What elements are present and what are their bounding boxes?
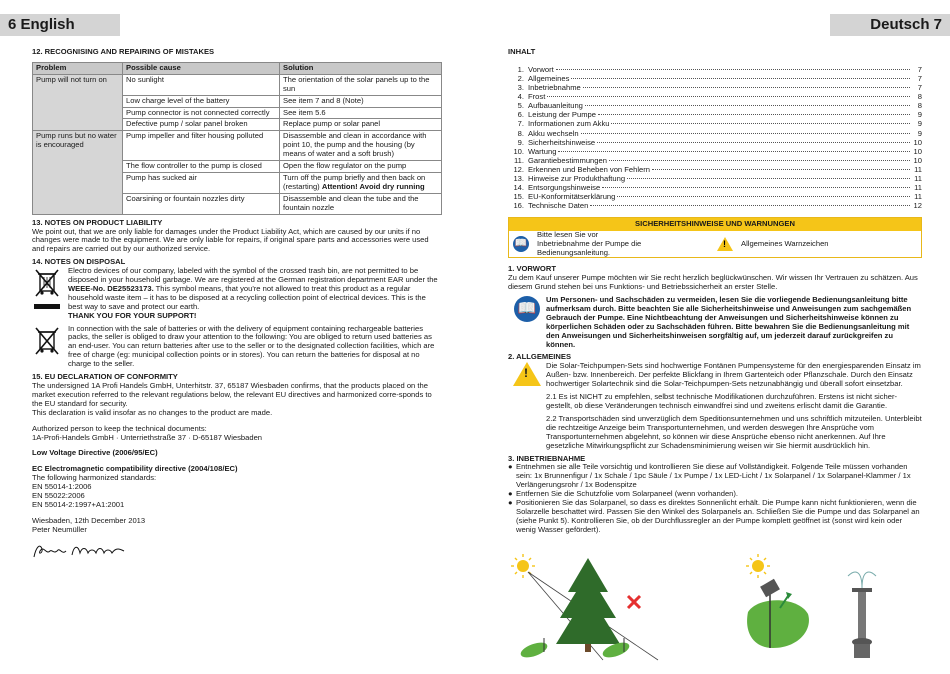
table-cell-cause: Pump impeller and filter housing polluted [123,131,280,161]
disposal-text-2: This symbol means, that you're not allowed to treat this product as a regular household waste item – it has to be disposed at a recycling collection point of electrical devices. This is the best way to save and protect our earth. [68,283,426,311]
toc-page-number: 10 [913,137,922,147]
table-row [33,74,442,95]
table-cell-problem: Pump runs but no water is encouraged [33,131,123,214]
safety-read-text: Bitte lesen Sie vor Inbetriebnahme der Pumpe die Bedienungsanleitung. [537,229,642,257]
toc-entry-title: Leistung der Pumpe [528,110,596,120]
standard-item: EN 55014-2:1997+A1:2001 [32,499,125,509]
table-cell-solution: Disassemble and clean in accordance with point 10, the pump and the housing (by means of water and a soft brush) [280,131,442,161]
toc-page-number: 11 [914,192,922,202]
toc-entry-title: EU-Konformitätserklärung [528,192,616,202]
bullet-text: Positionieren Sie das Solarpanel, so dass es direktes Sonnenlicht erhält. Die Pumpe kann nicht funktionieren, wenn die Solarzelle beschattet wird. Passen Sie den Winkel des Solarpanels an. Schließen Sie die Pumpe und das Solarpanel an (siehe Punkt 5). Kontrollieren Sie, ob der Durchflussregler an der Pumpe komplett geöffnet ist (sonst wird kein oder wenig Wasser gefördert). [516,498,920,534]
solution-text: Turn off the pump briefly and then back on (restarting) [283,172,426,191]
table-cell-cause: Defective pump / solar panel broken [123,119,280,131]
toc-number: 8. [517,128,524,138]
toc-row [508,202,922,211]
authorized-person: Authorized person to keep the technical documents: [32,423,207,433]
list-item: ● Entfernen Sie die Schutzfolie vom Solarpaneel (wenn vorhanden). [508,489,739,499]
toc-page-number: 12 [913,201,922,211]
toc-number: 13. [513,174,524,184]
toc-entry-title: Akku wechseln [528,128,579,138]
solar-placement-illustration [508,552,922,662]
allgemeines-2-2: 2.2 Transportschäden sind unverzüglich dem Speditionsunternehmen und uns schriftlich mitzuteilen. Unterbleibt die rechtzeitige Anzeige beim Transportunternehmen, und werden deswegen Ihre Ansprüche vom Transportunternehmen abgelehnt, so können wir diese Ansprüche ebenso nicht anerkennen. Auf Ihre gesetzliche Mitwirkungspflicht zur Schadensminimierung weisen wir Sie hiermit ausdrücklich hin. [546,413,922,450]
table-cell-cause: Coarsining or fountain nozzles dirty [123,193,280,214]
safety-warn-text: Allgemeines Warnzeichen [741,238,829,248]
toc-row [508,84,922,93]
section-15-text-2: This declaration is valid insofar as no changes to the product are made. [32,407,273,417]
standard-item: EN 55014-1:2006 [32,482,92,492]
toc-number: 4. [517,92,524,102]
toc-entry-title: Informationen zum Akku [528,119,610,129]
table-cell-cause: Pump connector is not connected correctly [123,107,280,119]
weee-bar [34,304,60,309]
weee-number: WEEE-No. DE25523173. [68,283,154,293]
read-manual-icon: 📖 [514,296,540,322]
toc-page-number: 10 [913,155,922,165]
solar-panel [747,579,809,648]
toc-number: 2. [517,74,524,83]
right-page [475,0,950,674]
safety-box [508,217,922,258]
thanks-text: THANK YOU FOR YOUR SUPPORT! [68,310,197,320]
solution-warning: Attention! Avoid dry running [321,181,425,191]
warning-icon: ! [513,362,541,386]
toc-leader [581,133,910,134]
toc-number: 11. [514,155,524,165]
toc-number: 9. [517,137,524,147]
table-row [33,131,442,161]
toc-title: INHALT [508,47,536,56]
toc-entry-title: Aufbauanleitung [528,101,583,111]
disposal-text-1: Electro devices of our company, labeled with the symbol of the crossed trash bin, are not permitted to be disposed in your household garbage. We are registered at the German registration department EAR under the [68,266,438,285]
table-cell-solution: See item 7 and 8 (Note) [280,95,442,107]
table-of-contents [508,66,922,212]
toc-number: 12. [513,164,524,174]
toc-page-number: 7 [917,64,922,74]
toc-page-number: 8 [917,101,922,111]
signer-name: Peter Neumüller [32,524,87,534]
list-item: ● Entnehmen sie alle Teile vorsichtig und kontrollieren Sie diese auf Vollständigkeit. Folgende Teile müssen vorhanden sein: 1x Brunnenfigur / 1x Schale / 1pc Säule / 1x Pumpe / 1x LED-Licht / 1x Solarpanel / 1x Solarpanel-Klammer / 1x Verlängerungsrohr / 1x Bodenspitze [508,463,922,490]
table-cell-solution: Replace pump or solar panel [280,119,442,131]
toc-page-number: 8 [917,92,922,102]
declaration-date: Wiesbaden, 12th December 2013 [32,515,146,525]
toc-entry-title: Entsorgungshinweise [528,183,601,193]
toc-number: 5. [517,101,524,111]
toc-leader [597,142,910,143]
section-13-text: We point out, that we are only liable for damages under the Product Liability Act, which are caused by our units if no changes were made to the equipment. We are only liable for repairs, if original spare parts and accessories were used and repairs are carried out by our authorized service. [32,226,429,254]
inbetriebnahme-title: 3. INBETRIEBNAHME [508,453,586,463]
low-voltage-directive: Low Voltage Directive (2006/95/EC) [32,448,158,458]
toc-leader [571,78,910,79]
troubleshooting-table [32,62,442,215]
page-header-left: 6 English [0,14,120,36]
toc-number: 15. [513,192,524,202]
table-cell-solution: Open the flow regulator on the pump [280,161,442,173]
allgemeines-text: Die Solar-Teichpumpen-Sets sind hochwertige Fontänen Pumpensysteme für den energiesparenden Einsatz im Außen- bzw. Innenbereich. Der perfekte Blickfang in Ihrem Gartenteich oder Pflanzschale. Durch den Einsatz hochwertiger Solartechnik sind die Solar-Teichpumpen-Sets netzunabhängig und überall sofort einsetzbar. [546,361,921,389]
toc-page-number: 7 [917,74,922,83]
table-cell-solution: The orientation of the solar panels up to the sun [280,74,442,95]
table-cell-cause: The flow controller to the pump is closed [123,161,280,173]
emc-directive: EC Electromagnetic compatibility directive (2004/108/EC) [32,464,238,474]
section-14-title: 14. NOTES ON DISPOSAL [32,257,126,267]
section-13-title: 13. NOTES ON PRODUCT LIABILITY [32,217,163,227]
table-cell-solution: Disassemble and clean the tube and the fountain nozzle [280,193,442,214]
vorwort-title: 1. VORWORT [508,264,556,274]
toc-entry-title: Technische Daten [528,201,589,211]
section-12-title: 12. RECOGNISING AND REPAIRING OF MISTAKES [32,47,215,56]
table-header-solution: Solution [280,62,442,74]
toc-leader [609,160,910,161]
table-header-problem: Problem [33,62,123,74]
toc-leader [585,105,910,106]
disposal-block [32,267,442,320]
table-header-cause: Possible cause [123,62,280,74]
toc-number: 16. [513,201,524,211]
sun-icon [746,554,770,578]
section-15-title: 15. EU DECLARATION OF CONFORMITY [32,372,178,382]
toc-leader [598,114,910,115]
toc-page-number: 9 [917,119,922,129]
toc-page-number: 10 [913,146,922,156]
page-header-right: Deutsch 7 [830,14,950,36]
toc-entry-title: Allgemeines [528,74,570,83]
toc-leader [627,178,910,179]
crossed-battery-bin-icon [32,325,62,357]
standards-intro: The following harmonized standards: [32,473,157,483]
toc-entry-title: Garantiebestimmungen [528,155,607,165]
toc-leader [558,151,910,152]
toc-leader [617,196,910,197]
signature-scribble [32,541,132,561]
warning-icon: ! [717,237,733,251]
crossed-bin-icon [32,267,62,297]
toc-page-number: 7 [917,83,922,93]
toc-leader [547,96,910,97]
safety-title: SICHERHEITSHINWEISE UND WARNUNGEN [509,218,921,231]
table-cell-cause: Low charge level of the battery [123,95,280,107]
table-cell-solution [280,172,442,193]
tree-icon [556,558,620,652]
read-manual-icon: 📖 [513,236,529,252]
right-content [508,48,922,535]
standard-item: EN 55022:2006 [32,491,85,501]
toc-number: 10. [513,146,524,156]
toc-page-number: 9 [917,128,922,138]
toc-leader [583,87,910,88]
toc-entry-title: Frost [528,92,546,102]
bullet-text: Entnehmen sie alle Teile vorsichtig und kontrollieren Sie diese auf Vollständigkeit. Folgende Teile müssen vorhanden sein: 1x Brunnenfigur / 1x Schale / 1pc Säule / 1x Pumpe / 1x LED-Licht / 1x Solarpanel / 1x Solarpanel-Klammer / 1x Verlängerungsrohr / 1x Bodenspitze [516,462,911,490]
toc-entry-title: Erkennen und Beheben von Fehlern [528,164,651,174]
toc-entry-title: Sicherheitshinweise [528,137,596,147]
toc-leader [611,123,910,124]
toc-row [508,66,922,75]
toc-row [508,139,922,148]
toc-leader [652,169,910,170]
battery-text: In connection with the sale of batteries or with the delivery of equipment containing rechargeable batteries packs, the seller is obliged to draw your attention to the following: You are obliged to return used batteries as an end-user. You can return batteries after use to the seller or to the designated collection facilities, which are free of charge (eg: municipal collection points or in stores). You can return the batteries for disposal at no charge to the seller. [68,323,435,369]
toc-number: 14. [513,183,524,193]
toc-entry-title: Vorwort [528,64,554,74]
fountain-icon [848,572,876,658]
signature [32,541,442,563]
bullet-text: Entfernen Sie die Schutzfolie vom Solarpaneel (wenn vorhanden). [516,489,739,499]
toc-page-number: 11 [914,164,922,174]
allgemeines-title: 2. ALLGEMEINES [508,352,572,362]
vorwort-bold-text: Um Personen- und Sachschäden zu vermeiden, lesen Sie die vorliegende Bedienungsanleitung bitte aufmerksam durch. Bitte beachten Sie alle Sicherheitshinweise und Anweisungen zum sachgemäßen Gebrauch der Pumpe. Eine Nichtbeachtung der Anweisungen und Sicherheitshinweise können zu körperlichen Schäden oder zu Sachschäden führen. Bitte bewahren Sie die Bedienungsanleitung mit den Anweisungen und Sicherheitshinweisen sorgfältig auf, um jederzeit darauf zurückgreifen zu können. [546,295,912,349]
toc-page-number: 11 [914,174,922,184]
toc-number: 7. [517,119,524,129]
toc-leader [602,187,910,188]
table-cell-cause: Pump has sucked air [123,172,280,193]
company-address: 1A-Profi-Handels GmbH · Unterriethstraße 37 · D-65187 Wiesbaden [32,432,263,442]
toc-leader [556,69,910,70]
toc-entry-title: Inbetriebnahme [528,83,581,93]
table-cell-cause: No sunlight [123,74,280,95]
cross-icon [628,596,640,608]
toc-leader [590,205,910,206]
allgemeines-2-1: 2.1 Es ist NICHT zu empfehlen, selbst technische Modifikationen durchzuführen. Erstens ist nicht sicher-gestellt, ob diese Veränderungen technisch einwandfrei sind und zweitens erlischt damit die Garantie. [546,392,898,410]
vorwort-text: Zu dem Kauf unserer Pumpe möchten wir Sie recht herzlich beglückwünschen. Wir wissen Ihr Vertrauen zu schätzen. Aus diesem Grund stehen bei uns Funktions- und Betriebssicherheit an erster Stelle. [508,273,918,292]
toc-page-number: 11 [914,183,922,193]
table-cell-solution: See item 5.6 [280,107,442,119]
left-content [32,48,442,563]
battery-block [32,325,442,370]
toc-entry-title: Hinweise zur Produkthaftung [528,174,626,184]
table-cell-problem: Pump will not turn on [33,74,123,131]
section-15-text: The undersigned 1A Profi Handels GmbH, Unterhitstr. 37, 65187 Wiesbaden confirms, that the products placed on the market execution referred to the relevant regulations below, the relevant EU directives and harmonized corre-sponds to the EU standard for security. [32,381,432,408]
toc-number: 3. [517,83,524,93]
toc-number: 1. [517,64,524,74]
toc-entry-title: Wartung [528,146,557,156]
list-item: ● Positionieren Sie das Solarpanel, so dass es direktes Sonnenlicht erhält. Die Pumpe kann nicht funktionieren, wenn die Solarzelle beschattet wird. Passen Sie den Winkel des Solarpanels an. Schließen Sie die Pumpe und das Solarpanel an (siehe Punkt 5). Kontrollieren Sie, ob der Durchflussregler an der Pumpe komplett geöffnet ist (sonst wird kein oder wenig Wasser gefördert). [508,499,922,535]
toc-page-number: 9 [917,110,922,120]
toc-number: 6. [517,110,524,120]
